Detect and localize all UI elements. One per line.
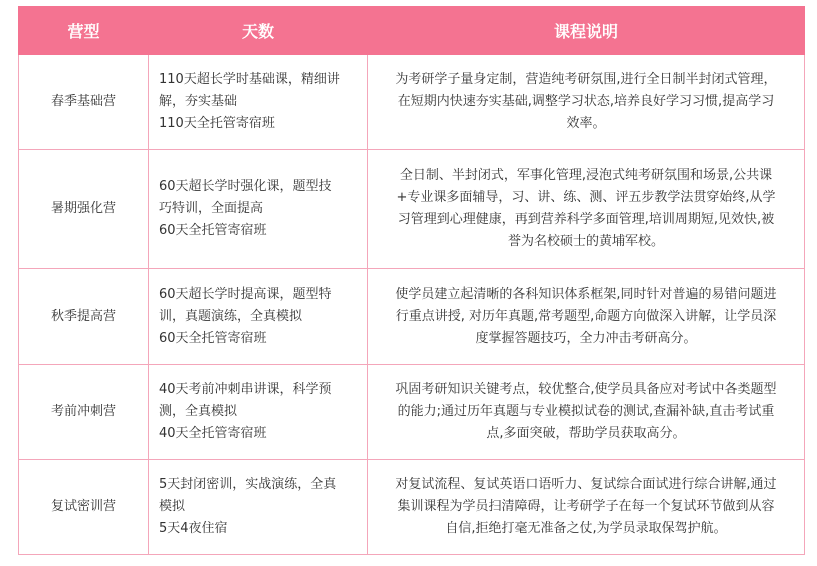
table-row <box>19 269 805 365</box>
days-line: 5天封闭密训，实战演练，全真 <box>159 477 337 492</box>
camp-days <box>149 150 368 269</box>
days-line: 60天全托管寄宿班 <box>159 330 267 346</box>
days-line: 60天超长学时提高课，题型特 <box>159 286 332 302</box>
days-line: 60天全托管寄宿班 <box>159 223 267 238</box>
table-row <box>19 460 805 555</box>
header-description: 课程说明 <box>368 7 805 55</box>
description-line: 在短期内快速夯实基础,调整学习状态,培养良好学习习惯,提高学习 <box>397 94 775 109</box>
days-line: 解，夯实基础 <box>159 94 238 109</box>
camp-description <box>368 460 805 555</box>
table-header-row <box>19 7 805 55</box>
description-line: 习管理到心理健康，再到营养科学多面管理,培训周期短,见效快,被 <box>397 212 775 227</box>
description-line: 使学员建立起清晰的各科知识体系框架,同时针对普遍的易错问题进 <box>395 286 777 302</box>
description-line: 效率。 <box>566 116 606 131</box>
camp-description <box>368 365 805 460</box>
days-line: 模拟 <box>159 499 186 514</box>
camp-description <box>368 269 805 365</box>
description-line: 行重点讲授, 对历年真题,常考题型,命题方向做深入讲解，让学员深 <box>395 308 777 324</box>
days-line: 40天考前冲刺串讲课，科学预 <box>159 382 332 397</box>
table-row <box>19 55 805 150</box>
description-line: 全日制、半封闭式，军事化管理,浸泡式纯考研氛围和场景,公共课 <box>399 168 773 183</box>
camp-days <box>149 55 368 150</box>
description-line: 点,多面突破，帮助学员获取高分。 <box>486 426 686 441</box>
days-line: 巧特训，全面提高 <box>159 201 264 216</box>
description-line: 度掌握答题技巧，全力冲击考研高分。 <box>475 330 697 346</box>
camp-description <box>368 150 805 269</box>
days-line: 60天超长学时强化课，题型技 <box>159 179 332 194</box>
days-line: 测，全真模拟 <box>159 404 238 419</box>
camp-name: 考前冲刺营 <box>19 365 149 460</box>
camp-days <box>149 269 368 365</box>
days-line: 40天全托管寄宿班 <box>159 426 267 441</box>
camp-name: 秋季提高营 <box>19 269 149 365</box>
header-days: 天数 <box>149 7 368 55</box>
days-line: 110天超长学时基础课，精细讲 <box>159 72 340 87</box>
camp-name: 春季基础营 <box>19 55 149 150</box>
camp-name: 暑期强化营 <box>19 150 149 269</box>
table-row <box>19 150 805 269</box>
camp-course-table-container <box>18 6 804 555</box>
camp-days <box>149 460 368 555</box>
camp-days <box>149 365 368 460</box>
description-line: 为考研学子量身定制，营造纯考研氛围,进行全日制半封闭式管理， <box>395 72 777 87</box>
table-row <box>19 365 805 460</box>
description-line: 誉为名校硕士的黄埔军校。 <box>507 234 664 249</box>
camp-description <box>368 55 805 150</box>
description-line: +专业课多面辅导，习、讲、练、测、评五步教学法贯穿始终,从学 <box>396 190 776 205</box>
days-line: 训，真题演练，全真模拟 <box>159 308 303 324</box>
camp-name: 复试密训营 <box>19 460 149 555</box>
description-line: 对复试流程、复试英语口语听力、复试综合面试进行综合讲解,通过 <box>395 477 777 492</box>
description-line: 的能力;通过历年真题与专业模拟试卷的测试,查漏补缺,直击考试重 <box>397 404 775 419</box>
description-line: 巩固考研知识关键考点，较优整合,使学员具备应对考试中各类题型 <box>395 382 777 397</box>
days-line: 5天4夜住宿 <box>159 521 228 536</box>
description-line: 集训课程为学员扫清障碍，让考研学子在每一个复试环节做到从容 <box>397 499 775 514</box>
camp-course-table <box>18 6 805 555</box>
header-type: 营型 <box>19 7 149 55</box>
days-line: 110天全托管寄宿班 <box>159 116 275 131</box>
description-line: 自信,拒绝打毫无准备之仗,为学员录取保驾护航。 <box>445 521 727 536</box>
